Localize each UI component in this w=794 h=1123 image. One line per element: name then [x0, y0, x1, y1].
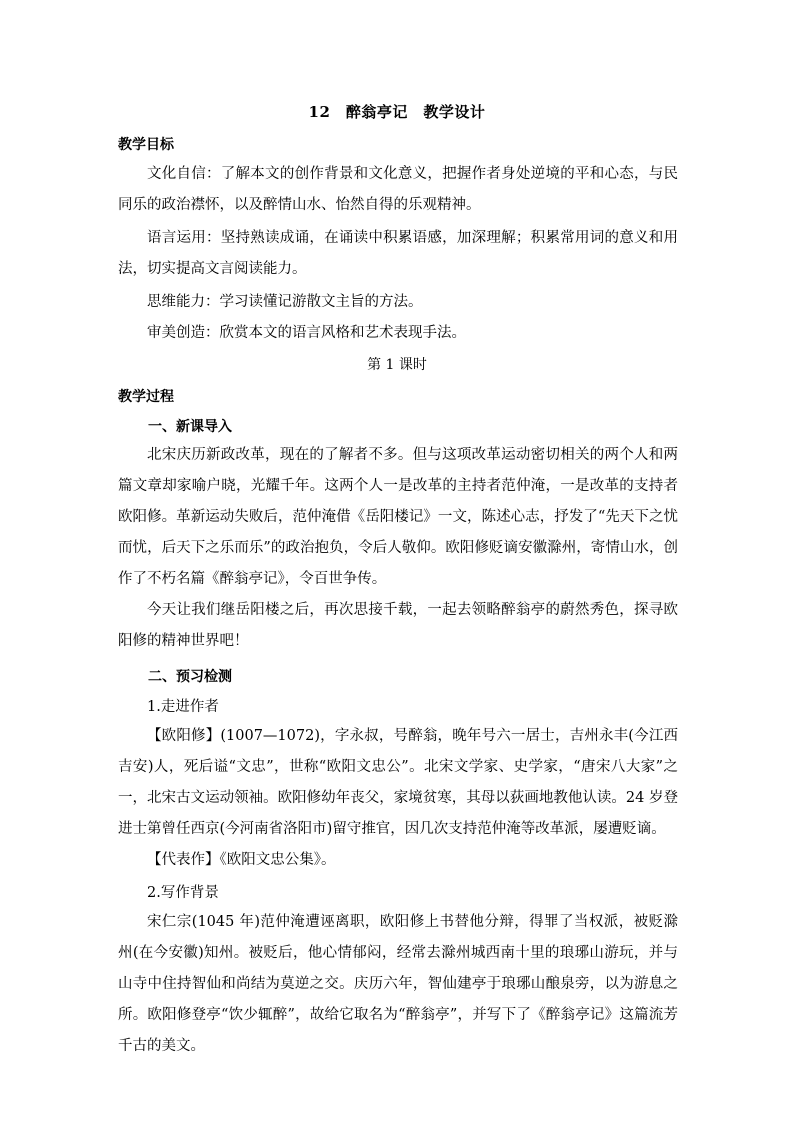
author-paragraph: 【欧阳修】(1007—1072)，字永叔，号醉翁，晚年号六一居士，吉州永丰(今江西吉安)人，死后谥“文忠”，世称“欧阳文忠公”。北宋文学家、史学家，“唐宋八大家”之一，北宋古文运动领袖。欧阳修幼年丧父，家境贫寒，其母以荻画地教他认读。24 岁登进士第曾任西京(今河南省洛阳市)留守推官，因几次支持范仲淹等改革派，屡遭贬谪。 [118, 728, 678, 837]
section2-heading: 二、预习检测 [148, 669, 232, 685]
item1-label: 1.走进作者 [147, 699, 219, 715]
document-title: 12 醉翁亭记 教学设计 [308, 103, 486, 121]
goal-language-paragraph: 语言运用：坚持熟读成诵，在诵读中积累语感，加深理解；积累常用词的意义和用法，切实提高文言阅读能力。 [118, 230, 678, 277]
process-heading: 教学过程 [118, 389, 174, 405]
section1-heading: 一、新课导入 [148, 419, 232, 435]
works-paragraph: 【代表作】《欧阳文忠公集》。 [147, 852, 336, 868]
goals-heading: 教学目标 [118, 137, 174, 153]
lesson-label: 第 1 课时 [367, 357, 427, 373]
section1-paragraph-2: 今天让我们继岳阳楼之后，再次思接千载，一起去领略醉翁亭的蔚然秀色，探寻欧阳修的精神世界吧！ [118, 602, 678, 649]
background-paragraph: 宋仁宗(1045 年)范仲淹遭诬离职，欧阳修上书替他分辩，得罪了当权派，被贬滁州(在今安徽)知州。被贬后，他心情郁闷，经常去滁州城西南十里的琅琊山游玩，并与山寺中住持智仙和尚结为莫逆之交。庆历六年，智仙建亭于琅琊山酿泉旁，以为游息之所。欧阳修登亭“饮少辄醉”，故给它取名为“醉翁亭”，并写下了《醉翁亭记》这篇流芳千古的美文。 [118, 914, 678, 1054]
goal-culture-paragraph: 文化自信：了解本文的创作背景和文化意义，把握作者身处逆境的平和心态，与民同乐的政治襟怀，以及醉情山水、怡然自得的乐观精神。 [118, 166, 678, 213]
section1-paragraph-1: 北宋庆历新政改革，现在的了解者不多。但与这项改革运动密切相关的两个人和两篇文章却家喻户晓，光耀千年。这两个人一是改革的主持者范仲淹，一是改革的支持者欧阳修。革新运动失败后，范仲淹借《岳阳楼记》一文，陈述心志，抒发了“先天下之忧而忧，后天下之乐而乐”的政治抱负，令后人敬仰。欧阳修贬谪安徽滁州，寄情山水，创作了不朽名篇《醉翁亭记》，令百世争传。 [118, 447, 678, 587]
item2-label: 2.写作背景 [147, 885, 219, 901]
goal-aesthetic-paragraph: 审美创造：欣赏本文的语言风格和艺术表现手法。 [147, 325, 466, 341]
goal-thinking-paragraph: 思维能力：学习读懂记游散文主旨的方法。 [147, 294, 423, 310]
